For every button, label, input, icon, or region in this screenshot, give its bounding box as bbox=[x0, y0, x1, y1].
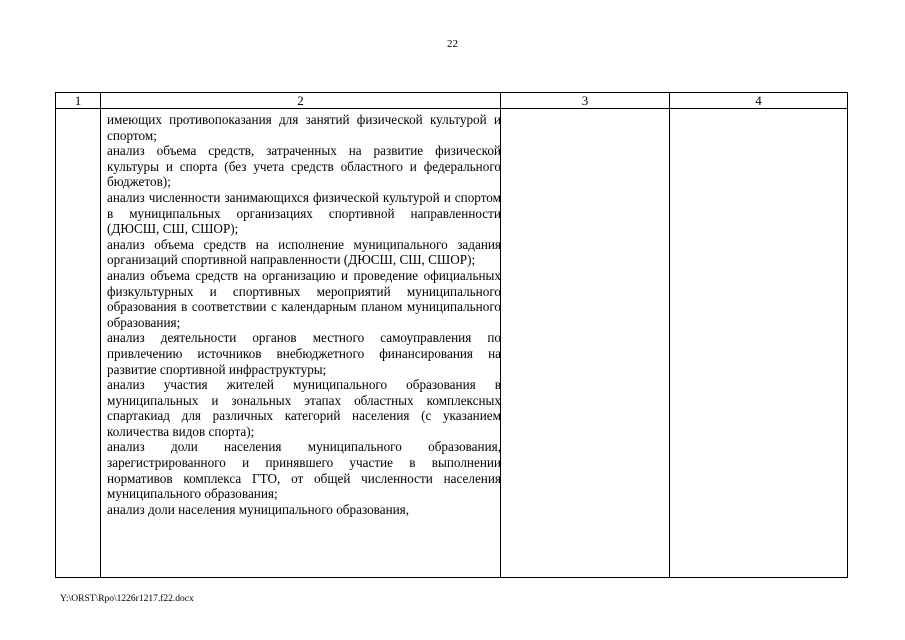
document-table bbox=[55, 92, 848, 578]
analysis-item: анализ участия жителей муниципального образования в муниципальных и зональных этапах областных комплексных спартакиад для различных категорий населения (с указанием количества видов спорта); bbox=[107, 377, 501, 439]
cell-column-4 bbox=[670, 109, 848, 578]
table-header-row bbox=[56, 93, 848, 109]
analysis-item: анализ объема средств на исполнение муниципального задания организаций спортивной направленности (ДЮСШ, СШ, СШОР); bbox=[107, 236, 501, 268]
column-header-3: 3 bbox=[501, 93, 670, 109]
analysis-item: анализ объема средств, затраченных на развитие физической культуры и спорта (без учета средств областного и федерального бюджетов); bbox=[107, 143, 501, 190]
footer-file-path: Y:\ORST\Rpo\1226r1217.f22.docx bbox=[60, 594, 194, 604]
analysis-list bbox=[56, 109, 507, 517]
analysis-item: анализ объема средств на организацию и проведение официальных физкультурных и спортивных мероприятий муниципального образования в соответствии с календарным планом муниципального образования; bbox=[107, 267, 501, 330]
analysis-item: анализ численности занимающихся физической культурой и спортом в муниципальных организациях спортивной направленности (ДЮСШ, СШ, СШОР); bbox=[107, 189, 501, 237]
analysis-item: имеющих противопоказания для занятий физической культурой и спортом; bbox=[107, 112, 501, 143]
column-header-1: 1 bbox=[56, 93, 101, 109]
table-row bbox=[56, 109, 848, 578]
column-header-2: 2 bbox=[101, 93, 501, 109]
analysis-item: анализ доли населения муниципального образования, зарегистрированного и принявшего участие в выполнении нормативов комплекса ГТО, от общей численности населения муниципального образования; bbox=[107, 439, 501, 502]
page-number: 22 bbox=[447, 38, 458, 50]
analysis-item: анализ доли населения муниципального образования, bbox=[107, 501, 410, 517]
column-header-4: 4 bbox=[670, 93, 848, 109]
analysis-item: анализ деятельности органов местного самоуправления по привлечению источников внебюджетного финансирования на развитие спортивной инфраструктуры; bbox=[107, 330, 501, 377]
cell-column-3 bbox=[501, 109, 670, 578]
cell-column-2 bbox=[101, 109, 501, 578]
